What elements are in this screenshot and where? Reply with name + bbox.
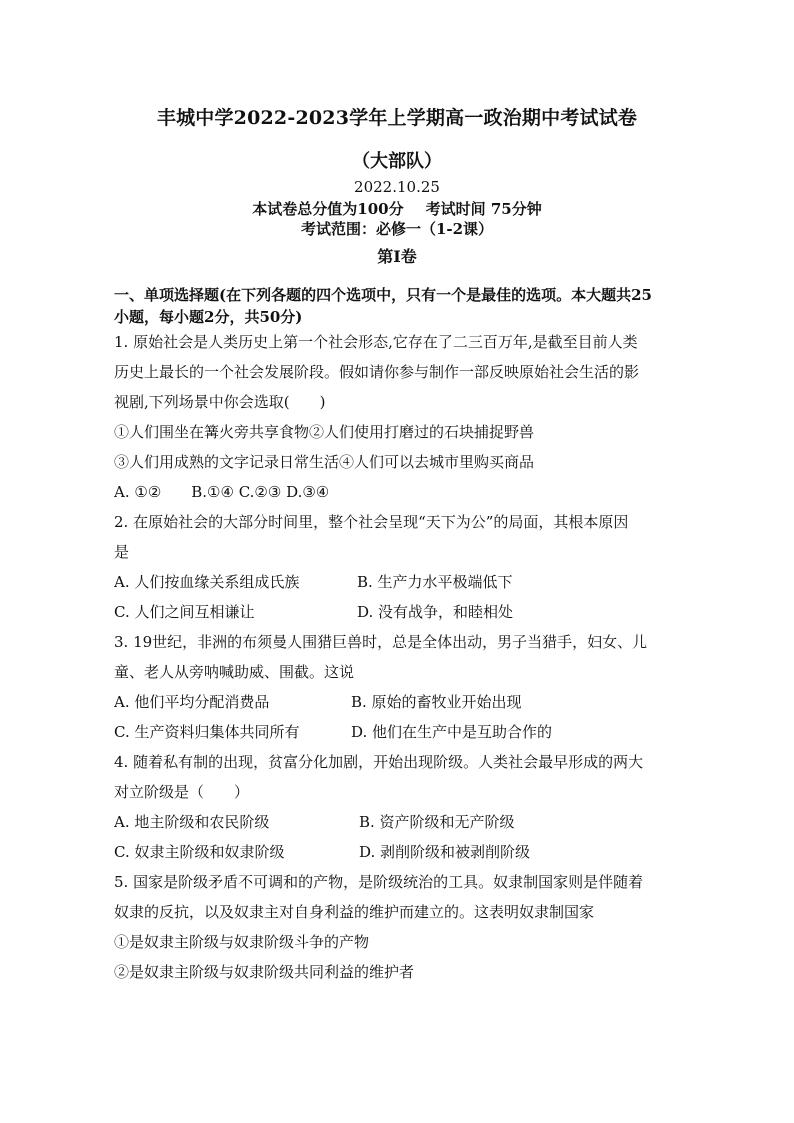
q1-statements: ③人们用成熟的文字记录日常生活④人们可以去城市里购买商品 <box>114 453 535 471</box>
q2-stem-line: 是 <box>114 543 130 561</box>
q4-option-c: C. 奴隶主阶级和奴隶阶级 <box>114 843 285 861</box>
q3-stem-line: 3. 19世纪，非洲的布须曼人围猎巨兽时，总是全体出动，男子当猎手，妇女、儿 <box>114 633 648 651</box>
q2-option-d: D. 没有战争，和睦相处 <box>357 603 514 621</box>
volume-heading: 第Ⅰ卷 <box>377 247 417 266</box>
q4-options-row <box>114 837 684 867</box>
q4-option-d: D. 剥削阶级和被剥削阶级 <box>359 843 531 861</box>
q5-statement: ①是奴隶主阶级与奴隶阶级斗争的产物 <box>114 933 370 951</box>
q3-option-b: B. 原始的畜牧业开始出现 <box>351 693 522 711</box>
q2-options-row <box>114 597 684 627</box>
q3-option-d: D. 他们在生产中是互助合作的 <box>351 723 553 741</box>
page-subtitle: （大部队） <box>352 151 442 172</box>
q2-stem-line: 2. 在原始社会的大部分时间里，整个社会呈现“天下为公”的局面，其根本原因 <box>114 513 629 531</box>
q3-stem-line: 童、老人从旁呐喊助威、围截。这说 <box>114 663 355 681</box>
exam-range: 考试范围：必修一（1-2课） <box>300 220 494 238</box>
exam-date: 2022.10.25 <box>354 178 440 196</box>
q2-option-c: C. 人们之间互相谦让 <box>114 603 255 621</box>
exam-time: 考试时间 75分钟 <box>425 200 542 218</box>
q3-options-row <box>114 717 684 747</box>
q3-option-c: C. 生产资料归集体共同所有 <box>114 723 300 741</box>
q4-stem-line: 4. 随着私有制的出现，贫富分化加剧，开始出现阶级。人类社会最早形成的两大 <box>114 753 644 771</box>
q2-option-a: A. 人们按血缘关系组成氏族 <box>114 573 300 591</box>
score-total: 本试卷总分值为100分 <box>252 200 404 218</box>
q2-options-row <box>114 567 684 597</box>
q1-choices: A. ①② B.①④ C.②③ D.③④ <box>114 483 330 501</box>
questions <box>114 327 684 987</box>
q3-options-row <box>114 687 684 717</box>
q3-option-a: A. 他们平均分配消费品 <box>114 693 270 711</box>
section-heading-line: 一、单项选择题(在下列各题的四个选项中，只有一个是最佳的选项。本大题共25 <box>114 286 652 304</box>
q4-options-row <box>114 807 684 837</box>
q5-stem-line: 奴隶的反抗，以及奴隶主对自身利益的维护而建立的。这表明奴隶制国家 <box>114 903 595 921</box>
exam-info <box>0 199 794 219</box>
q2-option-b: B. 生产力水平极端低下 <box>357 573 513 591</box>
q1-stem-line: 1. 原始社会是人类历史上第一个社会形态,它存在了二三百万年,是截至目前人类 <box>114 333 638 351</box>
q1-statements: ①人们围坐在篝火旁共享食物②人们使用打磨过的石块捕捉野兽 <box>114 423 535 441</box>
q4-stem-line: 对立阶级是（ ） <box>114 783 250 801</box>
section-heading-line: 小题，每小题2分，共50分) <box>114 308 303 326</box>
page-title: 丰城中学2022-2023学年上学期高一政治期中考试试卷 <box>156 107 638 129</box>
section-heading <box>114 284 684 328</box>
q1-stem-line: 视剧,下列场景中你会选取( ) <box>114 393 326 411</box>
q5-stem-line: 5. 国家是阶级矛盾不可调和的产物，是阶级统治的工具。奴隶制国家则是伴随着 <box>114 873 644 891</box>
q5-statement: ②是奴隶主阶级与奴隶阶级共同利益的维护者 <box>114 963 415 981</box>
q1-stem-line: 历史上最长的一个社会发展阶段。假如请你参与制作一部反映原始社会生活的影 <box>114 363 640 381</box>
q4-option-b: B. 资产阶级和无产阶级 <box>359 813 515 831</box>
q4-option-a: A. 地主阶级和农民阶级 <box>114 813 270 831</box>
